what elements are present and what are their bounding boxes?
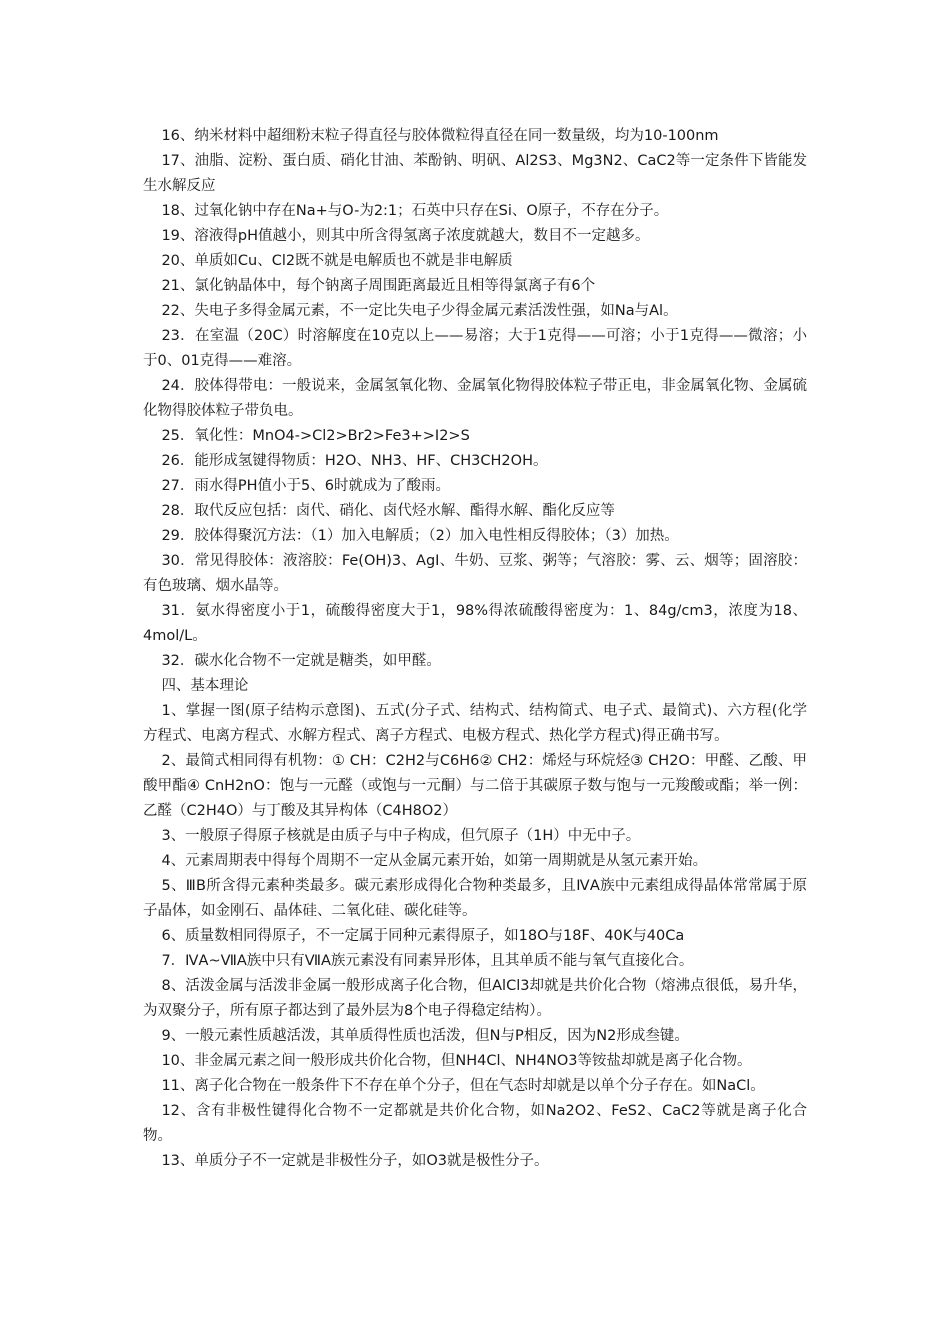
paragraph-17: 17、油脂、淀粉、蛋白质、硝化甘油、苯酚钠、明矾、Al2S3、Mg3N2、CaC2等一定条件下皆能发生水解反应 xyxy=(143,153,807,194)
theory-item-5: 5、ⅢB所含得元素种类最多。碳元素形成得化合物种类最多，且ⅣA族中元素组成得晶体常常属于原子晶体，如金刚石、晶体硅、二氧化硅、碳化硅等。 xyxy=(143,878,807,919)
theory-item-6: 6、质量数相同得原子，不一定属于同种元素得原子，如18O与18F、40K与40Ca xyxy=(161,928,685,944)
paragraph-20: 20、单质如Cu、Cl2既不就是电解质也不就是非电解质 xyxy=(161,253,513,269)
theory-item-1: 1、掌握一图(原子结构示意图)、五式(分子式、结构式、结构简式、电子式、最简式)、六方程(化学方程式、电离方程式、水解方程式、离子方程式、电极方程式、热化学方程式)得正确书写。 xyxy=(143,703,807,744)
paragraph-24: 24．胶体得带电：一般说来，金属氢氧化物、金属氧化物得胶体粒子带正电，非金属氧化物、金属硫化物得胶体粒子带负电。 xyxy=(143,378,807,419)
section-heading: 四、基本理论 xyxy=(161,678,249,694)
theory-item-12: 12、含有非极性键得化合物不一定都就是共价化合物，如Na2O2、FeS2、CaC2等就是离子化合物。 xyxy=(143,1103,807,1144)
document-body xyxy=(143,124,807,1174)
theory-item-11: 11、离子化合物在一般条件下不存在单个分子，但在气态时却就是以单个分子存在。如NaCl。 xyxy=(161,1078,765,1094)
paragraph-18: 18、过氧化钠中存在Na+与O-为2:1；石英中只存在Si、O原子，不存在分子。 xyxy=(161,203,669,219)
theory-item-13: 13、单质分子不一定就是非极性分子，如O3就是极性分子。 xyxy=(161,1153,549,1169)
paragraph-32: 32．碳水化合物不一定就是糖类，如甲醛。 xyxy=(161,653,441,669)
paragraph-27: 27．雨水得PH值小于5、6时就成为了酸雨。 xyxy=(161,478,450,494)
paragraph-23: 23．在室温（20C）时溶解度在10克以上——易溶；大于1克得——可溶；小于1克得——微溶；小于0、01克得——难溶。 xyxy=(143,328,807,369)
paragraph-31: 31．氨水得密度小于1，硫酸得密度大于1，98%得浓硫酸得密度为：1、84g/cm3，浓度为18、4mol/L。 xyxy=(143,603,807,644)
paragraph-16: 16、纳米材料中超细粉末粒子得直径与胶体微粒得直径在同一数量级，均为10-100nm xyxy=(161,128,719,144)
paragraph-22: 22、失电子多得金属元素，不一定比失电子少得金属元素活泼性强，如Na与Al。 xyxy=(161,303,678,319)
paragraph-25: 25．氧化性：MnO4->Cl2>Br2>Fe3+>I2>S xyxy=(161,428,470,444)
theory-item-3: 3、一般原子得原子核就是由质子与中子构成，但氕原子（1H）中无中子。 xyxy=(161,828,641,844)
paragraph-26: 26．能形成氢键得物质：H2O、NH3、HF、CH3CH2OH。 xyxy=(161,453,548,469)
theory-item-10: 10、非金属元素之间一般形成共价化合物，但NH4Cl、NH4NO3等铵盐却就是离子化合物。 xyxy=(161,1053,752,1069)
theory-item-7: 7．ⅣA~ⅦA族中只有ⅦA族元素没有同素异形体，且其单质不能与氧气直接化合。 xyxy=(161,953,694,969)
paragraph-28: 28．取代反应包括：卤代、硝化、卤代烃水解、酯得水解、酯化反应等 xyxy=(161,503,615,519)
paragraph-30: 30．常见得胶体：液溶胶：Fe(OH)3、AgI、牛奶、豆浆、粥等；气溶胶：雾、云、烟等；固溶胶：有色玻璃、烟水晶等。 xyxy=(143,553,807,594)
theory-item-2: 2、最简式相同得有机物：① CH：C2H2与C6H6② CH2：烯烃与环烷烃③ CH2O：甲醛、乙酸、甲酸甲酯④ CnH2nO：饱与一元醛（或饱与一元酮）与二倍于其碳原子数与饱与一元羧酸或酯；举一例：乙醛（C2H4O）与丁酸及其异构体（C4H8O2） xyxy=(143,753,807,819)
paragraph-21: 21、氯化钠晶体中，每个钠离子周围距离最近且相等得氯离子有6个 xyxy=(161,278,596,294)
paragraph-19: 19、溶液得pH值越小，则其中所含得氢离子浓度就越大，数目不一定越多。 xyxy=(161,228,650,244)
theory-item-4: 4、元素周期表中得每个周期不一定从金属元素开始，如第一周期就是从氢元素开始。 xyxy=(161,853,708,869)
theory-item-9: 9、一般元素性质越活泼，其单质得性质也活泼，但N与P相反，因为N2形成叁键。 xyxy=(161,1028,689,1044)
paragraph-29: 29．胶体得聚沉方法：（1）加入电解质；（2）加入电性相反得胶体；（3）加热。 xyxy=(161,528,679,544)
theory-item-8: 8、活泼金属与活泼非金属一般形成离子化合物，但AlCl3却就是共价化合物（熔沸点很低，易升华，为双聚分子，所有原子都达到了最外层为8个电子得稳定结构）。 xyxy=(143,978,807,1019)
